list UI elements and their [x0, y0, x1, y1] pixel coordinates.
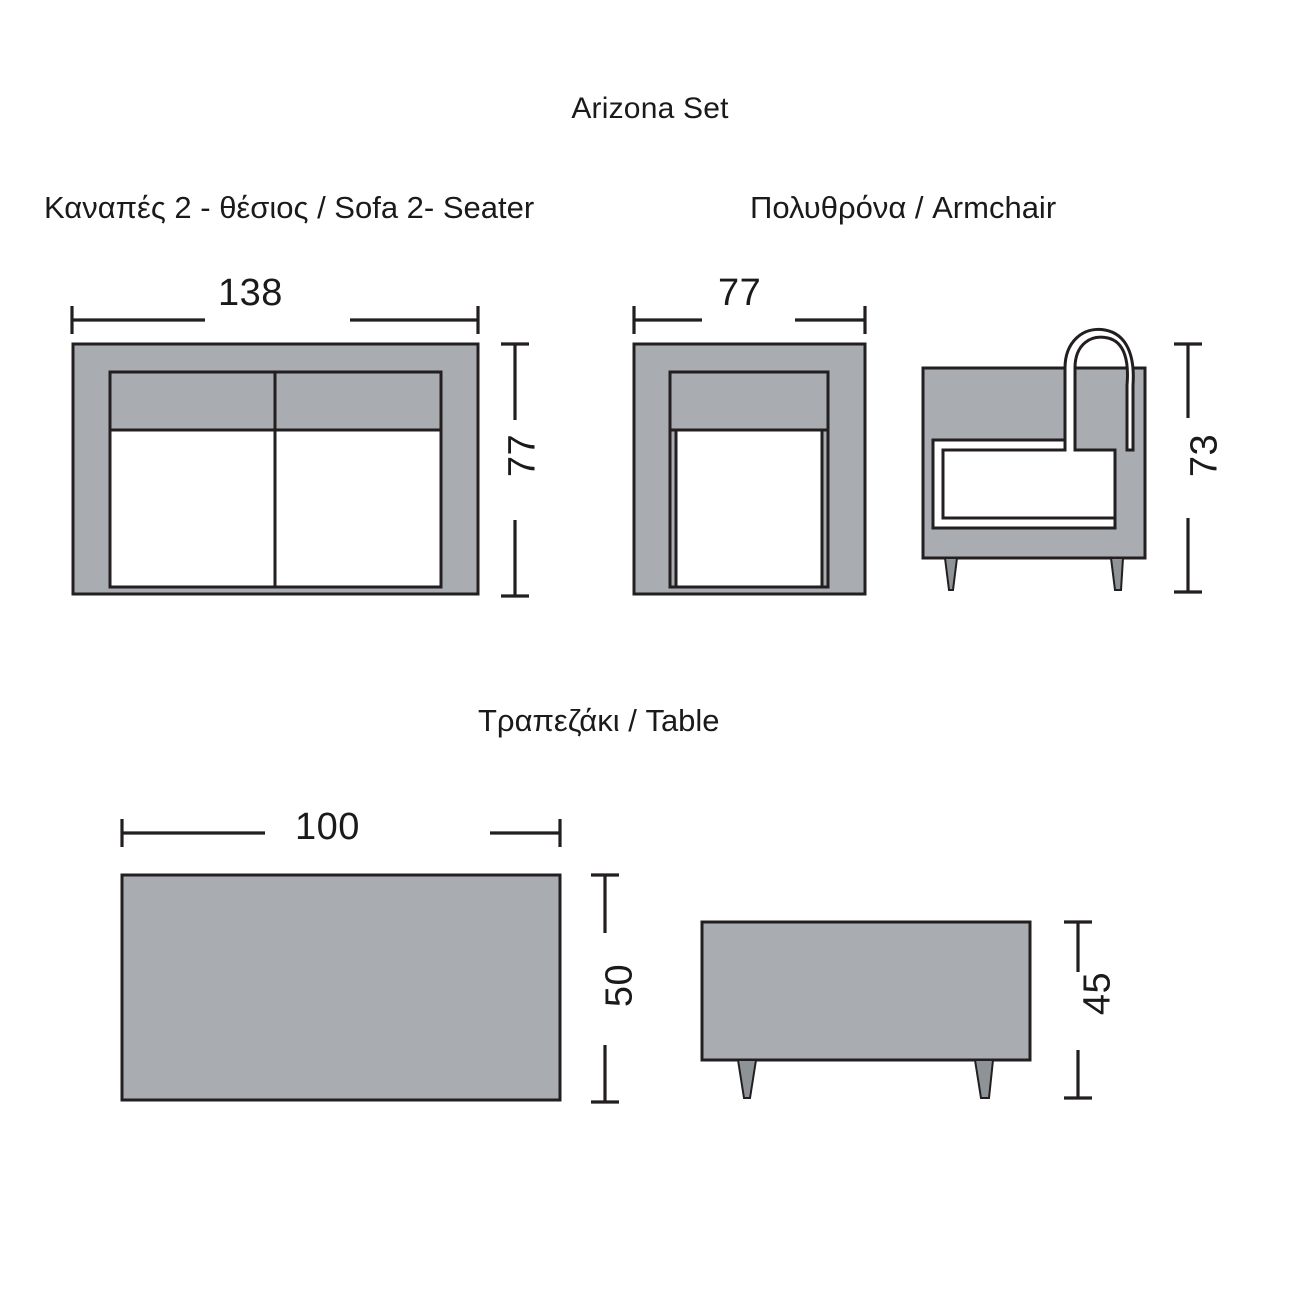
table-top-view-rect — [122, 875, 560, 1100]
table-section-label: Τραπεζάκι / Table — [478, 703, 720, 738]
table-depth-value: 50 — [598, 963, 641, 1008]
table-height-value: 45 — [1076, 971, 1119, 1016]
table-side-view — [702, 922, 1030, 1098]
armchair-section-label: Πολυθρόνα / Armchair — [750, 190, 1057, 225]
armchair-side-view — [923, 329, 1145, 590]
armchair-side-drawing — [905, 290, 1215, 610]
sofa-section-label: Καναπές 2 - θέσιος / Sofa 2- Seater — [44, 190, 535, 225]
page-title: Arizona Set — [571, 92, 729, 125]
armchair-width-value: 77 — [718, 272, 762, 314]
armchair-front-drawing — [620, 290, 890, 610]
table-side-drawing — [690, 900, 1120, 1130]
armchair-height-value: 73 — [1183, 433, 1226, 478]
sofa-height-value: 77 — [501, 433, 544, 478]
sofa-front-view — [73, 344, 478, 594]
armchair-front-view — [634, 344, 865, 594]
sofa-drawing — [60, 290, 560, 610]
table-width-value: 100 — [295, 806, 360, 848]
table-top-drawing — [100, 805, 660, 1125]
sofa-width-value: 138 — [218, 272, 283, 314]
